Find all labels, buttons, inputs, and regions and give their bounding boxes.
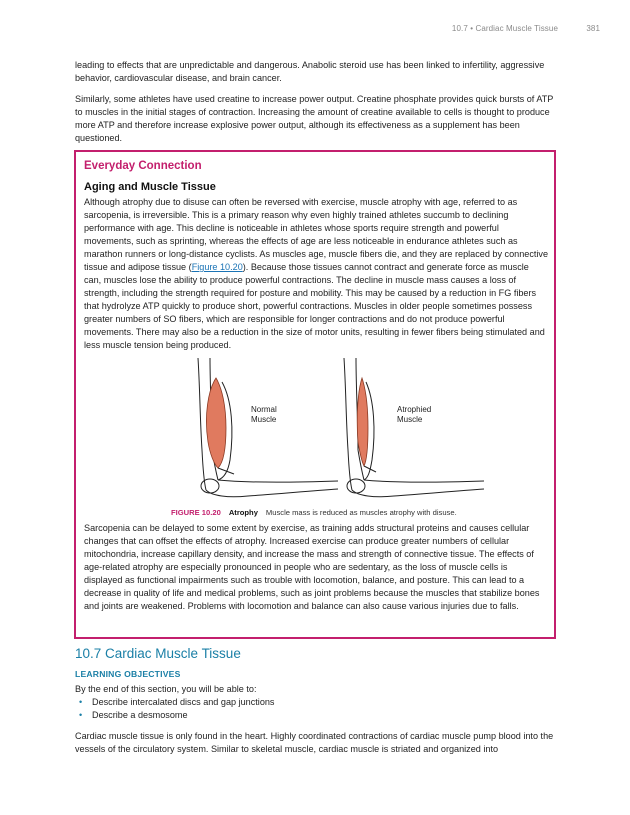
atrophied-muscle-label: Atrophied xyxy=(397,405,432,414)
feature-text-b: ). Because those tissues cannot contract and generate force as muscle can, muscles lose the ability to produce powerful contractions. The decline in muscle mass causes a loss of strength, including the strength required for posture and mobility. This may be caused by a reduction in FG fibers that hydrolyze ATP quickly to produce short, powerful contractions. Muscles in older people sometimes possess greater numbers of SO fibers, which are responsible for longer contractions and do not produce powerful movements. There may also be a reduction in the size of motor units, resulting in fewer fibers being stimulated and less muscle tension being produced. xyxy=(84,262,545,350)
atrophy-figure xyxy=(76,350,554,510)
feature-paragraph-2: Sarcopenia can be delayed to some extent by exercise, as training adds structural proteins and causes cellular changes that can offset the effects of atrophy. Increased exercise can produce greater numbers of cellular mitochondria, increase capillary density, and increase the mass and strength of connective tissue. The effects of age-related atrophy are especially pronounced in people who are sedentary, as the loss of muscle cells is displayed as functional impairments such as trouble with locomotion, balance, and posture. This can lead to a decrease in quality of life and medical problems, such as joint problems because the muscles that stabilize bones and joints are weakened. Problems with locomotion and balance can also cause various injuries due to falls. xyxy=(84,523,540,611)
atrophied-muscle-label-2: Muscle xyxy=(397,415,423,424)
normal-arm-illustration xyxy=(198,358,338,497)
intro-paragraph-2: Similarly, some athletes have used creatine to increase power output. Creatine phosphate provides quick bursts of ATP to muscles in the initial stages of contraction. Increasing the amount of creatine available to cells is thought to produce more ATP and therefore increase explosive power output, although its effectiveness as a supplement has been questioned. xyxy=(75,94,554,143)
arm-illustrations xyxy=(76,350,554,510)
normal-muscle-shape xyxy=(206,378,226,468)
list-item: • Describe intercalated discs and gap junctions xyxy=(75,696,274,709)
figure-caption xyxy=(171,508,457,517)
normal-muscle-label-2: Muscle xyxy=(251,415,277,424)
page-number: 381 xyxy=(586,24,600,33)
figure-number: FIGURE 10.20 xyxy=(171,508,221,517)
feature-label: Everyday Connection xyxy=(84,160,202,172)
learning-objectives-heading: LEARNING OBJECTIVES xyxy=(75,669,181,679)
feature-text-a: Although atrophy due to disuse can often be reversed with exercise, muscle atrophy with age, referred to as sarcopenia, is irreversible. This is a primary reason why even highly trained athletes succumb to declining performance with age. This decline is noticeable in athletes whose sports require strength and powerful movements, such as sprinting, whereas the effects of age are less noticeable in endurance athletes such as marathon runners or long-distance cyclists. As muscles age, muscle fibers die, and they are replaced by connective tissue and adipose tissue ( xyxy=(84,197,549,272)
header-section-title: 10.7 • Cardiac Muscle Tissue xyxy=(451,24,559,33)
figure-caption-text: Muscle mass is reduced as muscles atrophy with disuse. xyxy=(265,508,457,517)
figure-title: Atrophy xyxy=(228,508,258,517)
intro-paragraph-1: leading to effects that are unpredictable and dangerous. Anabolic steroid use has been linked to infertility, aggressive behavior, cardiovascular disease, and brain cancer. xyxy=(75,60,545,83)
running-header xyxy=(452,24,600,33)
feature-title: Aging and Muscle Tissue xyxy=(84,181,216,193)
normal-muscle-label: Normal xyxy=(251,405,277,414)
feature-paragraph-1 xyxy=(84,196,548,352)
figure-link[interactable]: Figure 10.20 xyxy=(191,262,243,272)
atrophied-arm-illustration xyxy=(344,358,484,497)
cardiac-paragraph: Cardiac muscle tissue is only found in the heart. Highly coordinated contractions of cardiac muscle pump blood into the vessels of the circulatory system. Similar to skeletal muscle, cardiac muscle is striated and organized into xyxy=(75,731,554,754)
everyday-connection-box xyxy=(74,150,556,639)
intro-text xyxy=(75,59,555,145)
section-title: 10.7 Cardiac Muscle Tissue xyxy=(75,646,241,661)
list-item: • Describe a desmosome xyxy=(75,709,274,722)
objectives-intro: By the end of this section, you will be able to: xyxy=(75,684,257,694)
objectives-list xyxy=(75,696,274,722)
